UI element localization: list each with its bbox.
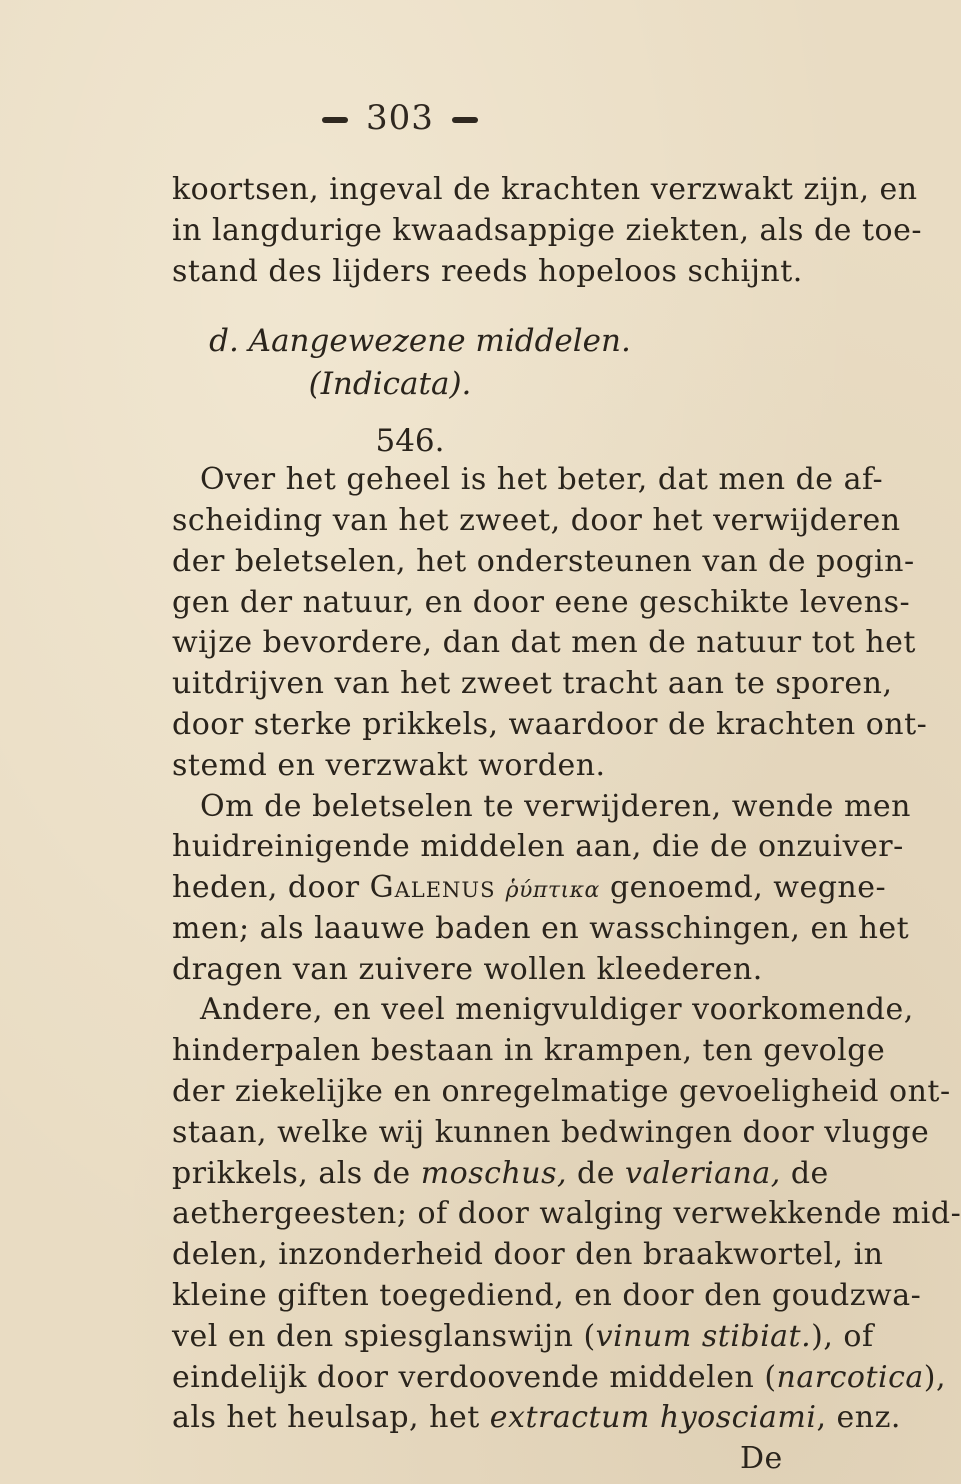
text-line [172, 868, 887, 911]
text-line [200, 460, 884, 500]
text-line [172, 1317, 874, 1357]
text-line [172, 1154, 829, 1194]
text-fragment: der ziekelijke en onregelmatige gevoeligheid ont- [172, 1074, 951, 1110]
text-fragment: hinderpalen bestaan in krampen, ten gevolge [172, 1033, 886, 1069]
text-line [200, 787, 911, 827]
text-fragment: heden, door [172, 870, 370, 906]
latin-term: valeriana, [625, 1155, 781, 1191]
ornament-dash-right [452, 117, 478, 123]
text-line [200, 990, 914, 1030]
text-line [172, 583, 911, 623]
text-fragment: in langdurige kwaadsappige ziekten, als de toe- [172, 212, 922, 248]
latin-term: narcotica [776, 1359, 924, 1395]
text-line [172, 746, 797, 786]
text-line [172, 542, 915, 582]
text-fragment: prikkels, als de [172, 1155, 421, 1191]
text-fragment: kleine giften toegediend, en door den goudzwa- [172, 1278, 922, 1314]
text-line [172, 170, 918, 210]
text-fragment: Over het geheel is het beter, dat men de af- [200, 462, 884, 498]
text-fragment: Om de beletselen te verwijderen, wende men [200, 788, 911, 824]
text-fragment: stemd en verzwakt worden. [172, 747, 606, 783]
text-fragment: door sterke prikkels, waardoor de krachten ont- [172, 706, 928, 742]
text-line [172, 1358, 947, 1398]
latin-term: vinum stibiat. [595, 1318, 812, 1354]
text-line [172, 211, 922, 251]
text-line [172, 909, 910, 949]
section-heading: d. Aangewezene middelen. [209, 323, 631, 360]
text-line [172, 252, 803, 292]
text-fragment: als het heulsap, het [172, 1400, 490, 1436]
text-fragment: stand des lijders reeds hopeloos schijnt. [172, 253, 803, 289]
section-subheading: (Indicata). [308, 366, 472, 403]
text-fragment: genoemd, wegne- [599, 870, 887, 906]
text-line [172, 501, 901, 541]
text-line [172, 950, 797, 990]
catchword: De [740, 1441, 783, 1477]
text-fragment: Andere, en veel menigvuldiger voorkomende, [200, 992, 914, 1028]
text-fragment: eindelijk door verdoovende middelen ( [172, 1359, 777, 1395]
text-fragment: staan, welke wij kunnen bedwingen door vlugge [172, 1114, 930, 1150]
text-fragment: men; als laauwe baden en wasschingen, en het [172, 910, 910, 946]
text-fragment: dragen van zuivere wollen kleederen. [172, 951, 763, 987]
paragraph-number: 546. [375, 423, 445, 460]
ornament-dash-left [322, 117, 348, 123]
text-fragment: gen der natuur, en door eene geschikte levens- [172, 584, 911, 620]
text-fragment: vel en den spiesglanswijn ( [172, 1318, 596, 1354]
text-fragment: de [780, 1155, 829, 1191]
greek-term: ῥύπτικα [505, 878, 600, 904]
text-fragment: huidreinigende middelen aan, die de onzuiver- [172, 829, 904, 865]
text-line [172, 1113, 930, 1153]
text-line [172, 1398, 901, 1438]
text-fragment: de [567, 1155, 626, 1191]
text-fragment: scheiding van het zweet, door het verwijderen [172, 502, 901, 538]
latin-term: extractum hyosciami [489, 1400, 817, 1436]
text-line [172, 1072, 951, 1112]
author-name: Galenus [369, 870, 496, 906]
text-fragment: ), of [811, 1318, 874, 1354]
text-fragment: uitdrijven van het zweet tracht aan te sporen, [172, 666, 893, 702]
text-fragment: delen, inzonderheid door den braakwortel, in [172, 1237, 884, 1273]
text-fragment: der beletselen, het ondersteunen van de pogin- [172, 543, 915, 579]
text-line [172, 1031, 886, 1071]
text-fragment: wijze bevordere, dan dat men de natuur tot het [172, 625, 916, 661]
latin-term: moschus, [420, 1155, 568, 1191]
running-head [0, 98, 800, 138]
text-fragment: koortsen, ingeval de krachten verzwakt zijn, en [172, 172, 918, 207]
page-number: 303 [366, 98, 434, 138]
text-line [172, 705, 928, 745]
text-line [172, 664, 893, 704]
text-fragment: aethergeesten; of door walging verwekkende mid- [172, 1196, 961, 1232]
text-fragment: , enz. [816, 1400, 901, 1436]
text-line [172, 623, 916, 663]
text-line [172, 1276, 922, 1316]
text-line [172, 827, 904, 867]
text-line [172, 1235, 884, 1275]
text-fragment [496, 870, 506, 905]
text-line [172, 1194, 961, 1234]
text-fragment: ), [923, 1359, 947, 1395]
